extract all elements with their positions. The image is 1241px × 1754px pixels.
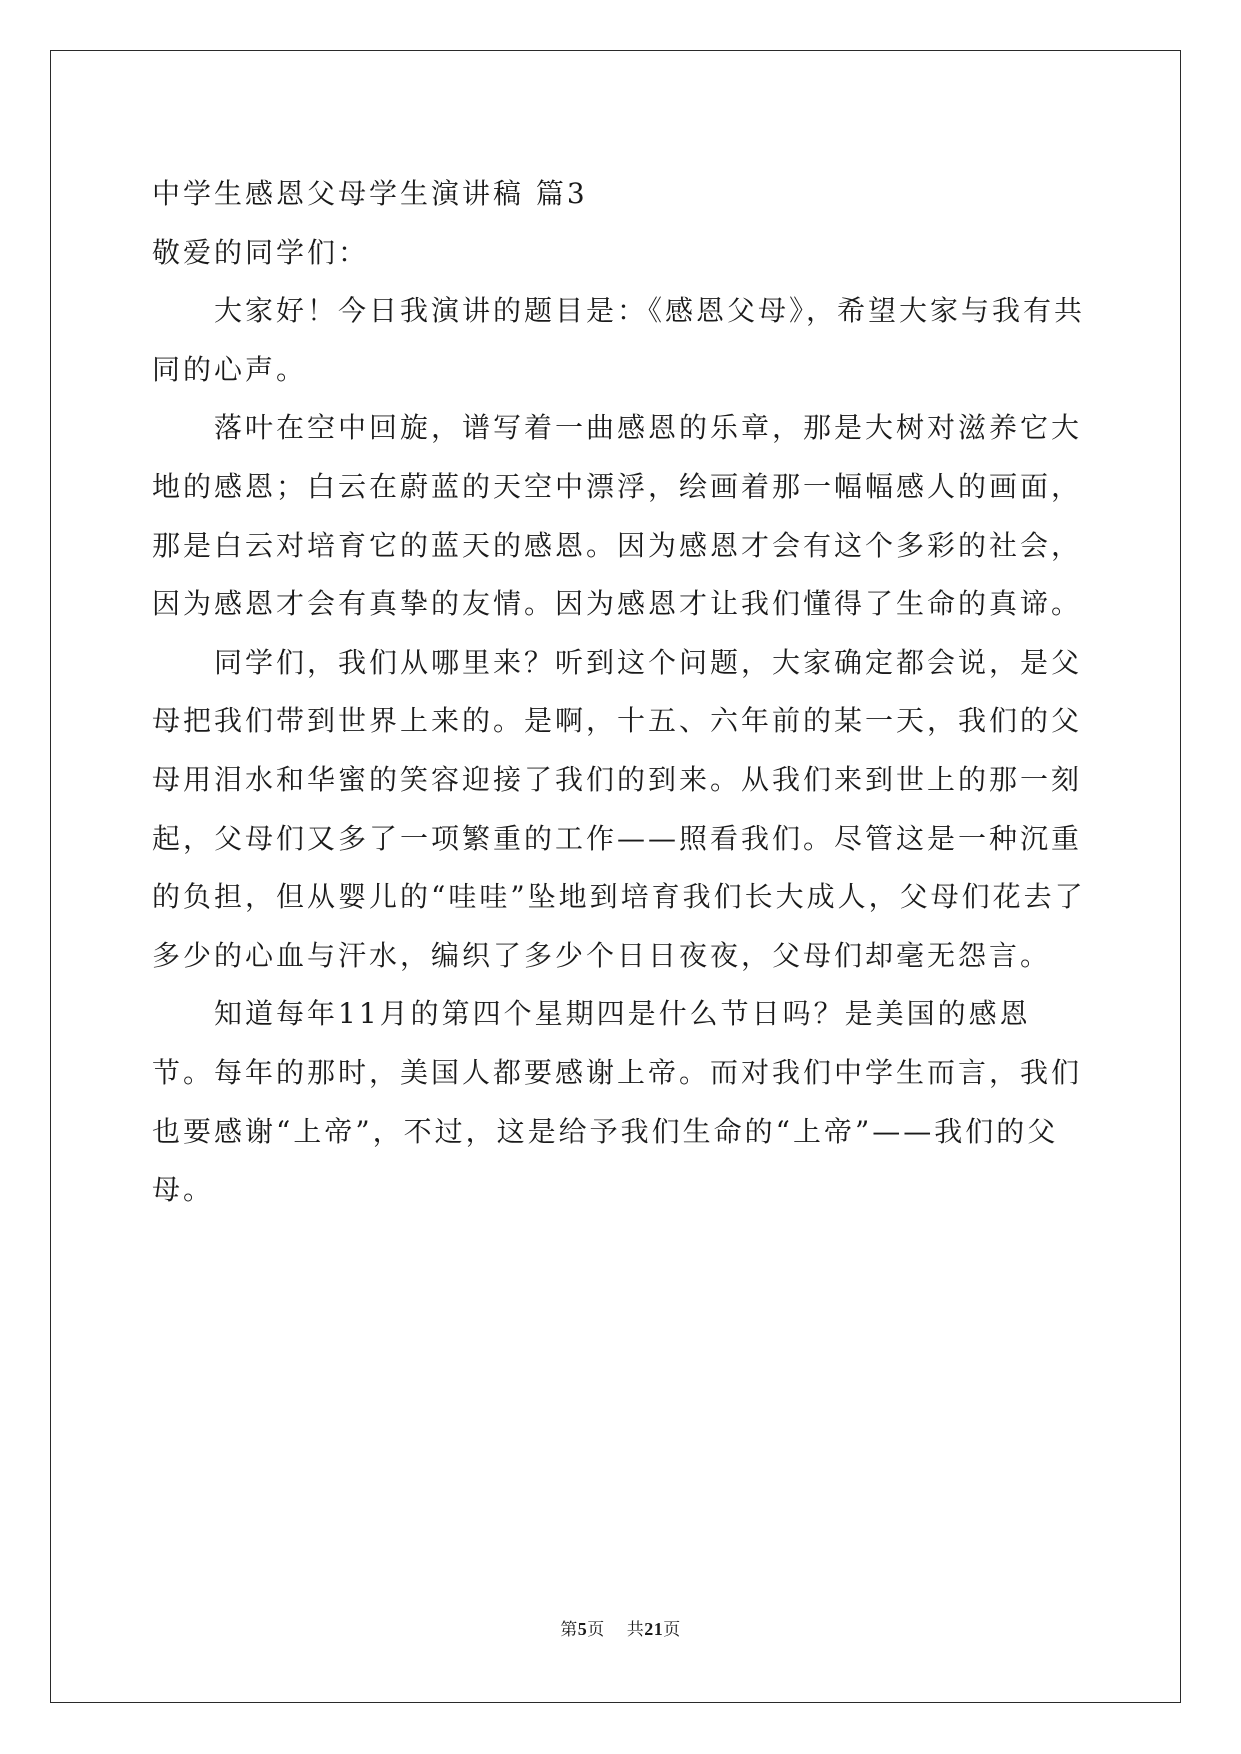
document-heading: 中学生感恩父母学生演讲稿 篇3 bbox=[152, 177, 588, 210]
paragraph: 落叶在空中回旋，谱写着一曲感恩的乐章，那是大树对滋养它大地的感恩；白云在蔚蓝的天空中漂浮，绘画着那一幅幅感人的画面，那是白云对培育它的蓝天的感恩。因为感恩才会有这个多彩的社会，因为感恩才会有真挚的友情。因为感恩才让我们懂得了生命的真谛。 bbox=[152, 411, 1083, 621]
total-suffix: 页 bbox=[663, 1620, 681, 1640]
page-footer bbox=[0, 1618, 1241, 1641]
total-prefix: 共 bbox=[626, 1620, 645, 1640]
page-number: 5 bbox=[577, 1619, 588, 1639]
document-body bbox=[152, 165, 1092, 1220]
paragraph: 同学们，我们从哪里来？听到这个问题，大家确定都会说，是父母把我们带到世界上来的。是啊，十五、六年前的某一天，我们的父母用泪水和华蜜的笑容迎接了我们的到来。从我们来到世上的那一刻起，父母们又多了一项繁重的工作——照看我们。尽管这是一种沉重的负担，但从婴儿的“哇哇”坠地到培育我们长大成人，父母们花去了多少的心血与汗水，编织了多少个日日夜夜，父母们却毫无怨言。 bbox=[152, 645, 1086, 972]
salutation: 敬爱的同学们： bbox=[152, 235, 370, 269]
paragraph: 大家好！今日我演讲的题目是：《感恩父母》，希望大家与我有共同的心声。 bbox=[152, 294, 1086, 386]
total-pages: 21 bbox=[644, 1619, 664, 1639]
page-suffix: 页 bbox=[587, 1620, 605, 1640]
paragraph: 知道每年11月的第四个星期四是什么节日吗？是美国的感恩节。每年的那时，美国人都要感谢上帝。而对我们中学生而言，我们也要感谢“上帝”，不过，这是给予我们生命的“上帝”——我们的父母。 bbox=[152, 997, 1083, 1207]
page-prefix: 第 bbox=[560, 1620, 578, 1640]
